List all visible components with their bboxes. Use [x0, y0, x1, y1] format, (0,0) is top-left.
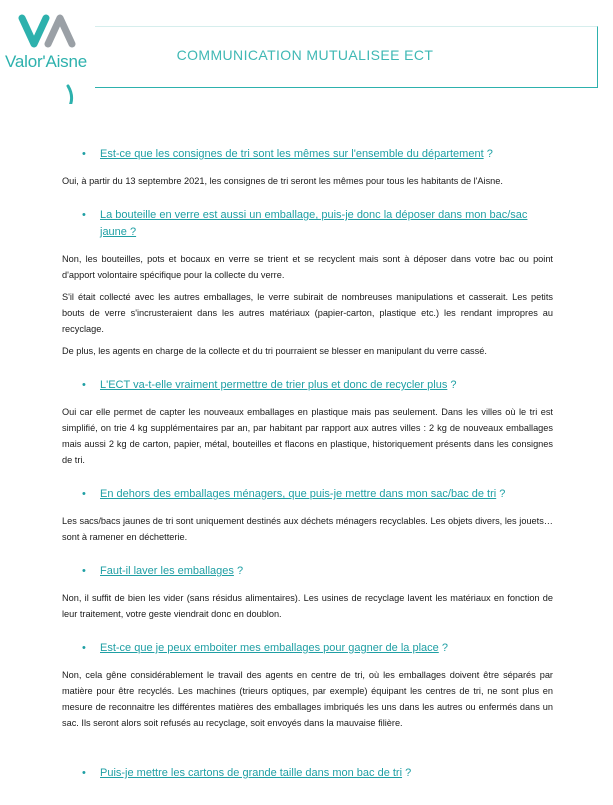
logo-text: Valor'Aisne [5, 52, 87, 71]
faq-item [62, 207, 553, 359]
question-link[interactable]: Faut-il laver les emballages [100, 565, 234, 577]
faq-answer: Non, les bouteilles, pots et bocaux en verre se trient et se recyclent mais sont à déposer dans votre bac ou point d'apport volontaire spécifique pour la collecte du verre. [62, 254, 553, 280]
question-mark: ? [236, 565, 244, 577]
question-link[interactable]: L'ECT va-t-elle vraiment permettre de trier plus et donc de recycler plus [100, 379, 448, 391]
faq-answer: Oui car elle permet de capter les nouveaux emballages en plastique mais pas seulement. Dans les villes où le tri est simplifié, on trie 4 kg supplémentaires par an, par habitant par rapport aux autres villes : 2 kg de nouveaux emballages mais aussi 2 kg de carton, papier, métal, bouteilles et flacons en plastique, historiquement présents dans les consignes de tri. [62, 407, 553, 465]
bullet-icon: • [82, 379, 86, 391]
bullet-icon: • [82, 488, 86, 500]
faq-item [62, 486, 553, 545]
faq-question [62, 486, 553, 503]
bullet-icon: • [82, 565, 86, 577]
page-header [0, 0, 613, 115]
faq-question [62, 207, 553, 241]
faq-answer: Non, cela gêne considérablement le travail des agents en centre de tri, où les emballages doivent être séparés par matière pour être recyclés. Les machines (trieurs optiques, par exemple) équipant les centres de tri, ne sont plus en mesure de reconnaitre les différentes matières des emballages imbriqués les uns dans les autres ou enfermés dans un sac. Ils seront alors soit refusés au recyclage, soit envoyés dans la mauvaise filière. [62, 670, 553, 728]
question-link[interactable]: En dehors des emballages ménagers, que puis-je mettre dans mon sac/bac de tri [100, 488, 497, 500]
faq-answer: S'il était collecté avec les autres emballages, le verre subirait de nombreuses manipulations et casserait. Les petits bouts de verre s'incrusteraient dans les autres matériaux (papier-carton, plastique etc.) les rendant impropres au recyclage. [62, 292, 553, 334]
question-link[interactable]: Est-ce que je peux emboiter mes emballages pour gagner de la place [100, 642, 439, 654]
bullet-icon: • [82, 209, 86, 221]
question-link[interactable]: La bouteille en verre est aussi un emballage, puis-je donc la déposer dans mon bac/sac jaune ? [100, 209, 528, 238]
faq-content [62, 146, 553, 792]
question-mark: ? [486, 148, 493, 160]
faq-answer: Oui, à partir du 13 septembre 2021, les consignes de tri seront les mêmes pour tous les habitants de l'Aisne. [62, 176, 503, 186]
bullet-icon: • [82, 767, 86, 779]
faq-answer: De plus, les agents en charge de la collecte et du tri pourraient se blesser en manipulant du verre cassé. [62, 346, 487, 356]
faq-item [62, 563, 553, 622]
question-link[interactable]: Puis-je mettre les cartons de grande taille dans mon bac de tri [100, 767, 403, 779]
faq-question [62, 640, 553, 657]
faq-answer: Les sacs/bacs jaunes de tri sont uniquement destinés aux déchets ménagers recyclables. Les objets divers, les jouets… sont à ramener en déchetterie. [62, 516, 553, 542]
question-mark: ? [405, 767, 412, 779]
question-mark: ? [499, 488, 506, 500]
faq-item [62, 377, 553, 468]
bullet-icon: • [82, 148, 86, 160]
faq-item [62, 640, 553, 731]
faq-question [62, 563, 553, 580]
question-link[interactable]: Est-ce que les consignes de tri sont les mêmes sur l'ensemble du département [100, 148, 484, 160]
question-mark: ? [441, 642, 448, 654]
question-mark: ? [450, 379, 457, 391]
faq-question [62, 377, 553, 394]
faq-item [62, 146, 553, 189]
page-title: COMMUNICATION MUTUALISEE ECT [176, 47, 434, 63]
faq-question [62, 765, 553, 782]
bullet-icon: • [82, 642, 86, 654]
faq-question [62, 146, 553, 163]
faq-item [62, 765, 553, 782]
faq-answer: Non, il suffit de bien les vider (sans résidus alimentaires). Les usines de recyclage lavent les matériaux en fonction de leur traitement, votre geste viendrait donc en doublon. [62, 593, 553, 619]
